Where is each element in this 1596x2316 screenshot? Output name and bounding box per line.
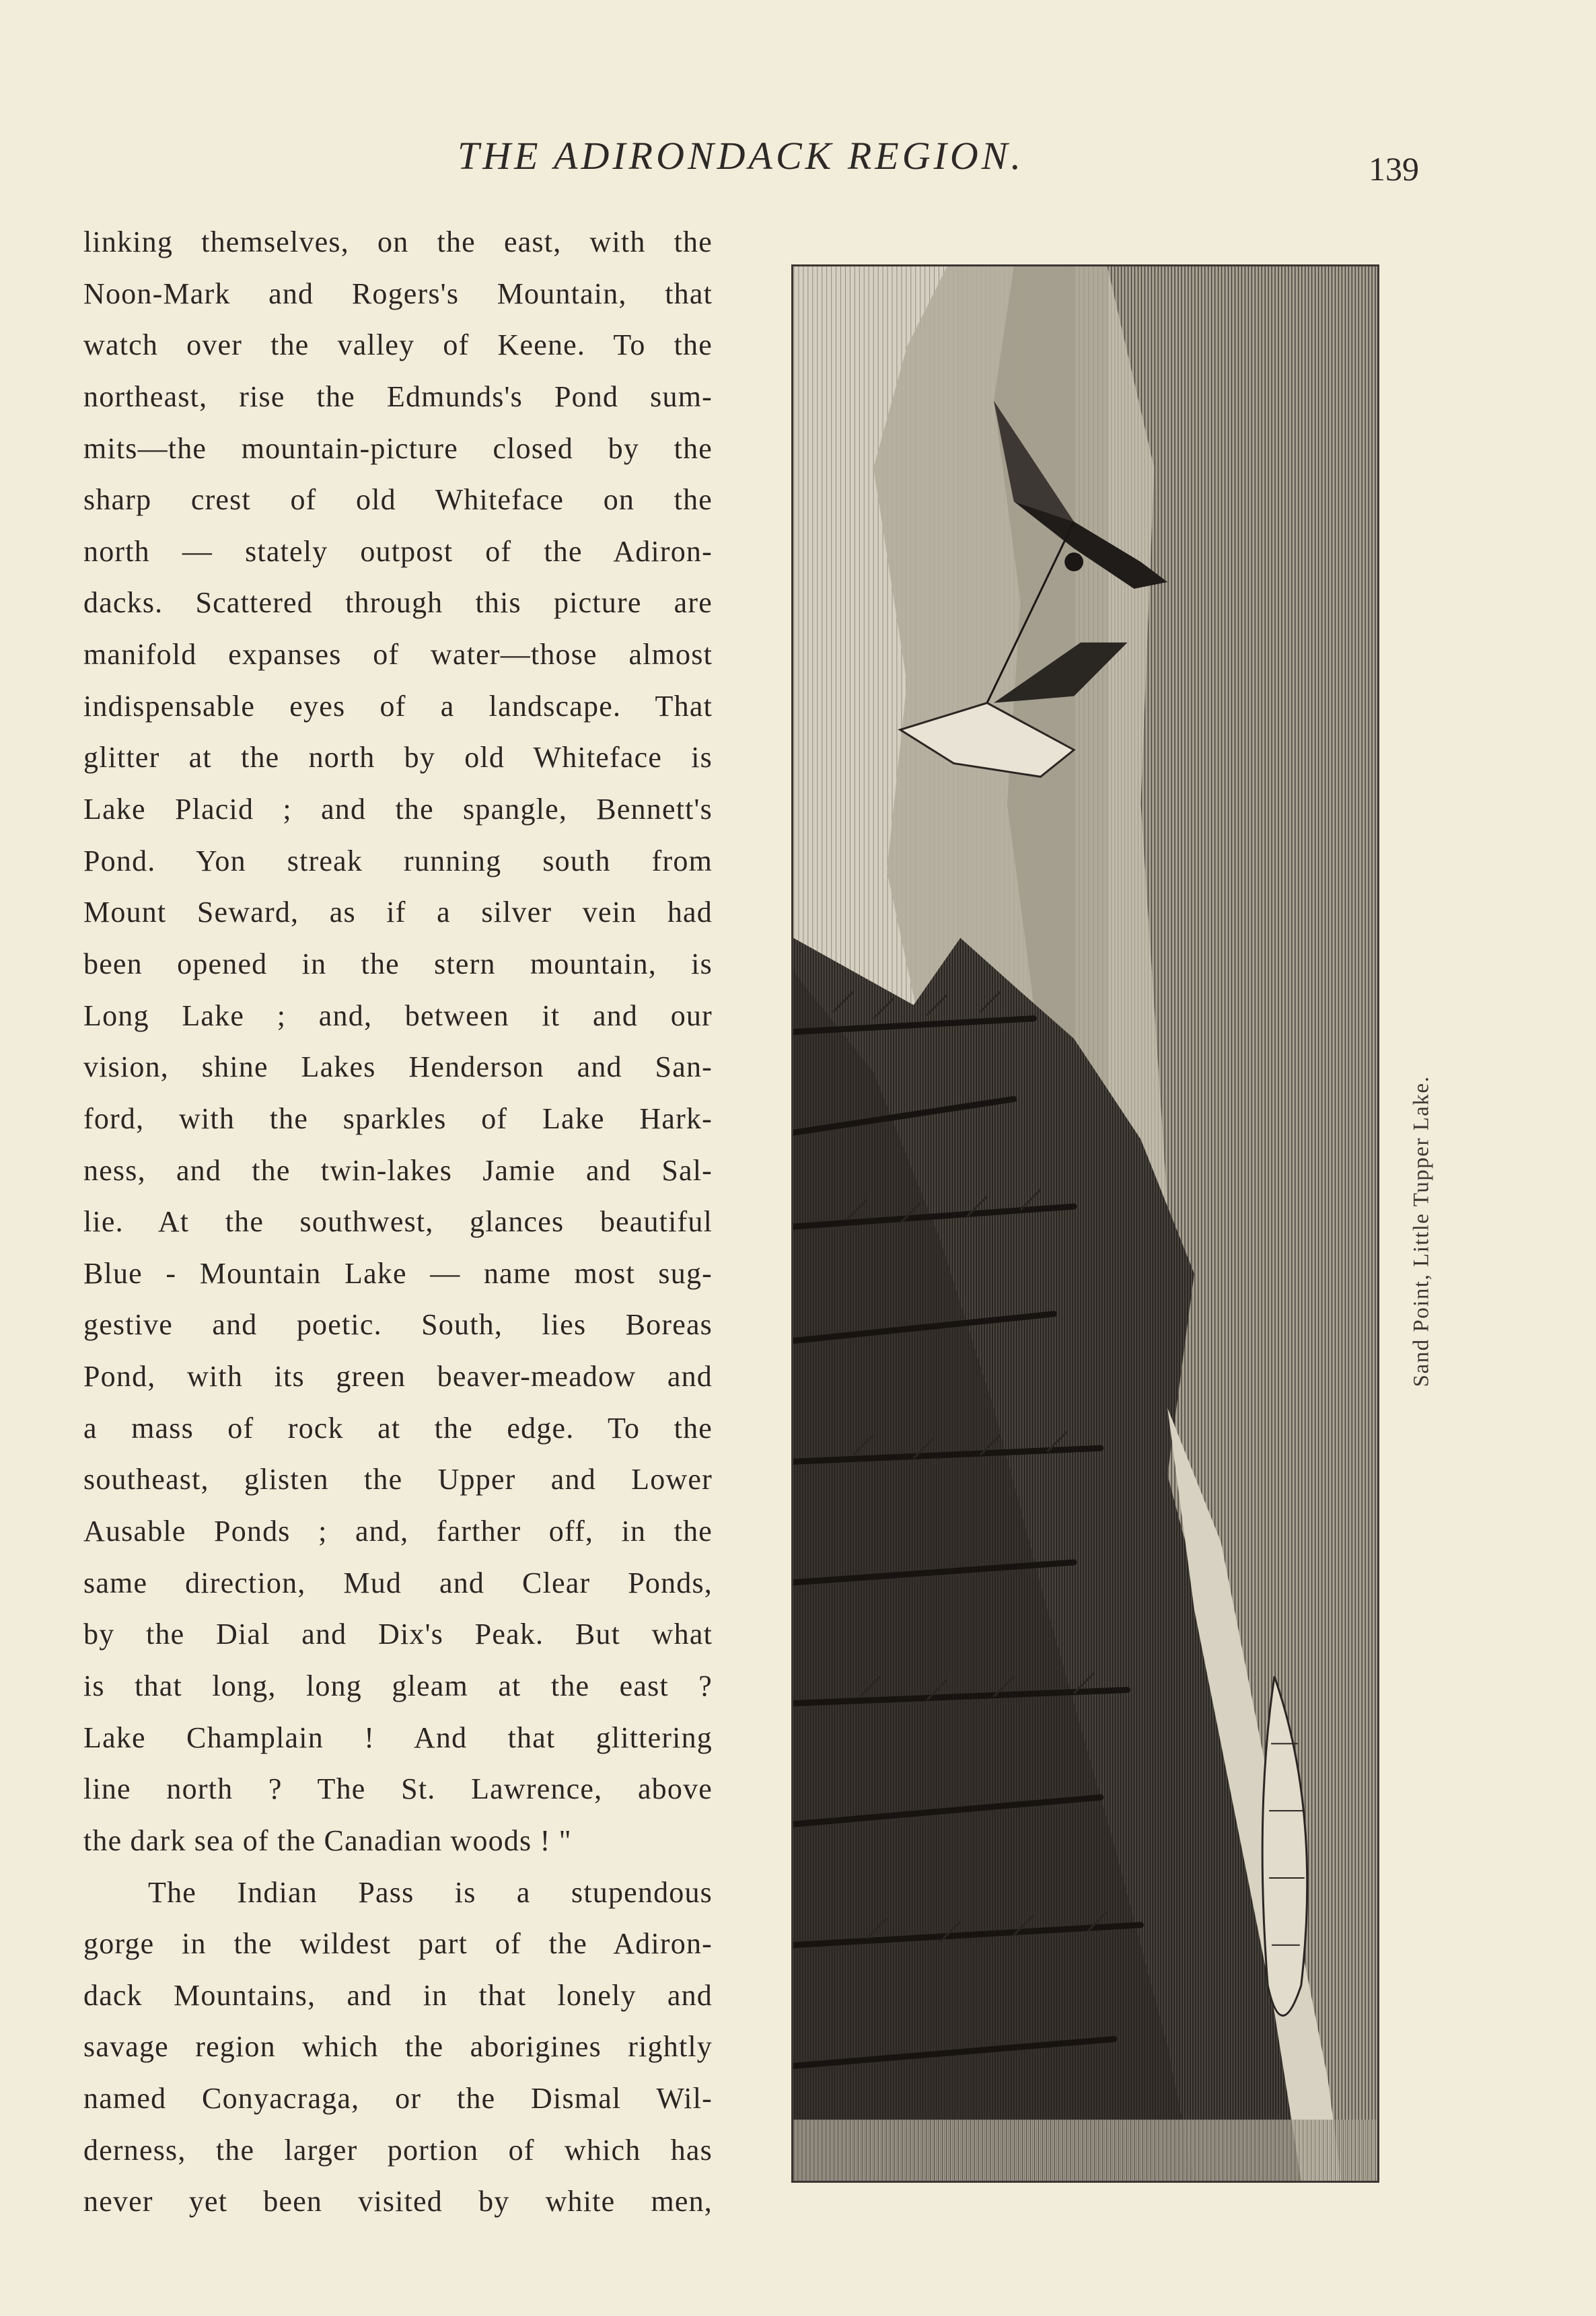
text-line: Mount Seward, as if a silver vein had [83,896,713,929]
illustration-caption-area [1398,1050,1445,1413]
text-line: Lake Placid ; and the spangle, Bennett's [83,793,713,826]
text-line: Blue - Mountain Lake — name most sug- [83,1256,713,1290]
text-line: derness, the larger portion of which has [83,2133,713,2167]
text-line: southeast, glisten the Upper and Lower [83,1463,713,1496]
text-line: indispensable eyes of a landscape. That [83,689,713,723]
text-line: Lake Champlain ! And that glittering [83,1721,713,1754]
text-line: never yet been visited by white men, [83,2185,713,2218]
text-line: ness, and the twin-lakes Jamie and Sal- [83,1153,713,1187]
text-line: ford, with the sparkles of Lake Hark- [83,1101,713,1135]
text-line: savage region which the aborigines rightly [83,2030,713,2064]
text-line: vision, shine Lakes Henderson and San- [83,1050,713,1084]
text-line: line north ? The St. Lawrence, above [83,1772,713,1806]
text-line: been opened in the stern mountain, is [83,947,713,980]
text-line: mits—the mountain-picture closed by the [83,431,713,465]
text-line: Noon-Mark and Rogers's Mountain, that [83,277,713,310]
lake-engraving-illustration [791,264,1379,2183]
text-line: Ausable Ponds ; and, farther off, in the [83,1515,713,1548]
text-line: north — stately outpost of the Adiron- [83,534,713,568]
text-line: Pond, with its green beaver-meadow and [83,1360,713,1394]
text-line: a mass of rock at the edge. To the [83,1411,713,1445]
text-line: by the Dial and Dix's Peak. But what [83,1618,713,1651]
text-line: Pond. Yon streak running south from [83,844,713,877]
text-line: Long Lake ; and, between it and our [83,999,713,1032]
text-line: gestive and poetic. South, lies Boreas [83,1308,713,1342]
text-line: linking themselves, on the east, with the [83,225,713,258]
text-line: is that long, long gleam at the east ? [83,1669,713,1702]
text-line: named Conyacraga, or the Dismal Wil- [83,2082,713,2115]
text-line: sharp crest of old Whiteface on the [83,483,713,517]
paragraph-end-line: the dark sea of the Canadian woods ! " [83,1823,572,1857]
body-text [83,217,713,2228]
text-line: same direction, Mud and Clear Ponds, [83,1566,713,1599]
page-number: 139 [1369,150,1419,188]
text-line: dacks. Scattered through this picture are [83,586,713,620]
text-line: glitter at the north by old Whiteface is [83,741,713,774]
text-line: northeast, rise the Edmunds's Pond sum- [83,379,713,413]
text-line: manifold expanses of water—those almost [83,638,713,672]
text-line: watch over the valley of Keene. To the [83,328,713,362]
text-line: dack Mountains, and in that lonely and [83,1978,713,2012]
running-title: THE ADIRONDACK REGION. [458,134,1024,178]
paragraph-start-line: The Indian Pass is a stupendous [148,1875,713,1909]
text-line: lie. At the southwest, glances beautiful [83,1205,713,1239]
text-line: gorge in the wildest part of the Adiron- [83,1927,713,1961]
illustration-caption: Sand Point, Little Tupper Lake. [1409,1075,1434,1387]
engraving-artwork [793,266,1377,2181]
